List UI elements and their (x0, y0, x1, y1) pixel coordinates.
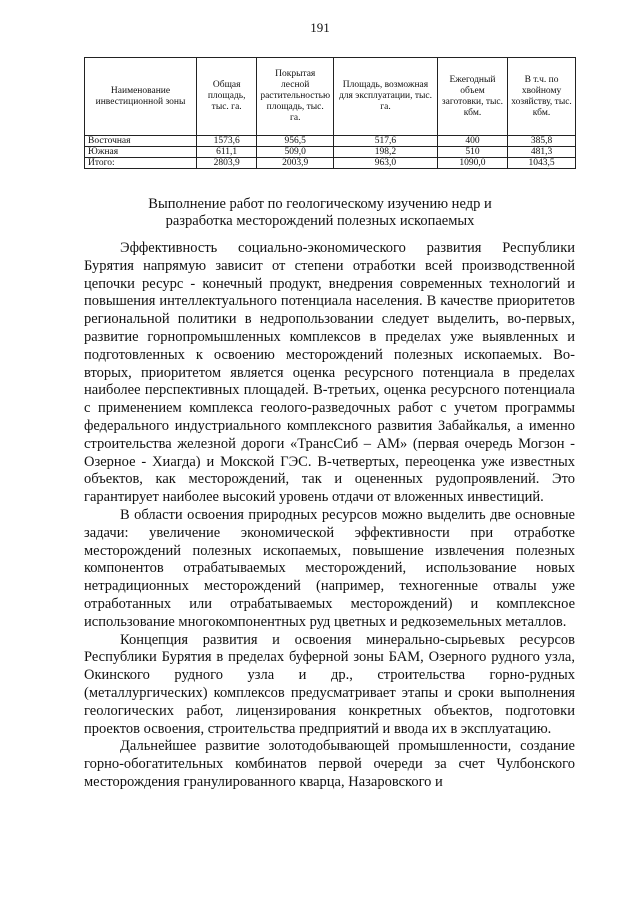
paragraph: Дальнейшее развитие золотодобывающей промышленности, создание горно-обогатительных комбинатов первой очереди за счет Чулбонского месторождения гранулированного кварца, Назаровского и (84, 738, 575, 790)
table-cell-zone: Южная (85, 147, 197, 158)
table-cell: 1043,5 (508, 158, 576, 169)
table-cell: 956,5 (257, 136, 334, 147)
table-cell: 400 (437, 136, 507, 147)
table-cell: 481,3 (508, 147, 576, 158)
column-header-annual-harvest: Ежегодный объем заготовки, тыс. кбм. (437, 58, 507, 136)
table-cell: 1573,6 (197, 136, 257, 147)
body-text (84, 240, 575, 792)
table-cell: 2803,9 (197, 158, 257, 169)
paragraph: В области освоения природных ресурсов можно выделить две основные задачи: увеличение экономической эффективности при отработке месторождений полезных ископаемых, повышение извлечения полезных компонентов отрабатываемых месторождений, использование новых нетрадиционных месторождений (например, техногенные отвалы уже отработанных или отрабатываемых месторождений) и комплексное использование многокомпонентных руд цветных и редкоземельных металлов. (84, 506, 575, 630)
table-cell: 2003,9 (257, 158, 334, 169)
section-heading-line: Выполнение работ по геологическому изучению недр и (148, 196, 492, 212)
table-cell: 963,0 (334, 158, 438, 169)
table-header-row (85, 58, 576, 136)
column-header-zone-name: Наименование инвестиционной зоны (85, 58, 197, 136)
column-header-total-area: Общая площадь, тыс. га. (197, 58, 257, 136)
table-row (85, 136, 576, 147)
paragraph: Концепция развития и освоения минерально-сырьевых ресурсов Республики Бурятия в пределах буферной зоны БАМ, Озерного рудного узла, Окинского рудного узла и др., строительства горно-рудных (металлургических) комплексов предусматривает этапы и сроки выполнения геологических работ, лицензирования конкретных объектов, подготовки проектов освоения, строительства предприятий и ввода их в эксплуатацию. (84, 631, 575, 737)
table-cell: 611,1 (197, 147, 257, 158)
table-cell: 517,6 (334, 136, 438, 147)
investment-zones-table (84, 57, 576, 169)
column-header-forest-area: Покрытая лесной растительностью площадь, тыс. га. (257, 58, 334, 136)
table-row-total (85, 158, 576, 169)
table-cell-zone: Восточная (85, 136, 197, 147)
table-cell: 509,0 (257, 147, 334, 158)
page-number: 191 (310, 20, 330, 35)
table-row (85, 147, 576, 158)
section-heading-line: разработка месторождений полезных ископаемых (165, 213, 475, 229)
table-cell: 198,2 (334, 147, 438, 158)
table-cell: 1090,0 (437, 158, 507, 169)
column-header-coniferous: В т.ч. по хвойному хозяйству, тыс. кбм. (508, 58, 576, 136)
section-heading (60, 196, 580, 230)
paragraph: Эффективность социально-экономического развития Республики Бурятия напрямую зависит от степени отработки всей производственной цепочки ресурс - конечный продукт, внедрения современных технологий и повышения интеллектуального потенциала населения. В качестве приоритетов региональной политики в недропользовании следует выделить, во-первых, развитие горнопромышленных комплексов в пределах уже выявленных и подготовленных к освоению месторождений полезных ископаемых. Во-вторых, приоритетом является оценка ресурсного потенциала в пределах наиболее перспективных площадей. В-третьих, оценка ресурсного потенциала с применением комплекса геолого-разведочных работ с учетом программы федерального индустриального комплексного развития Забайкалья, а именно строительства железной дороги «ТрансСиб – АМ» (первая очередь Могзон - Озерное - Хиагда) и Мокской ГЭС. В-четвертых, переоценка уже известных объектов, как месторождений, так и оцененных рудопроявлений. Это гарантирует наиболее высокий уровень отдачи от вложенных инвестиций. (84, 240, 575, 506)
table-cell: 510 (437, 147, 507, 158)
column-header-usable-area: Площадь, возможная для эксплуатации, тыс. га. (334, 58, 438, 136)
table-cell-zone: Итого: (85, 158, 197, 169)
table-cell: 385,8 (508, 136, 576, 147)
